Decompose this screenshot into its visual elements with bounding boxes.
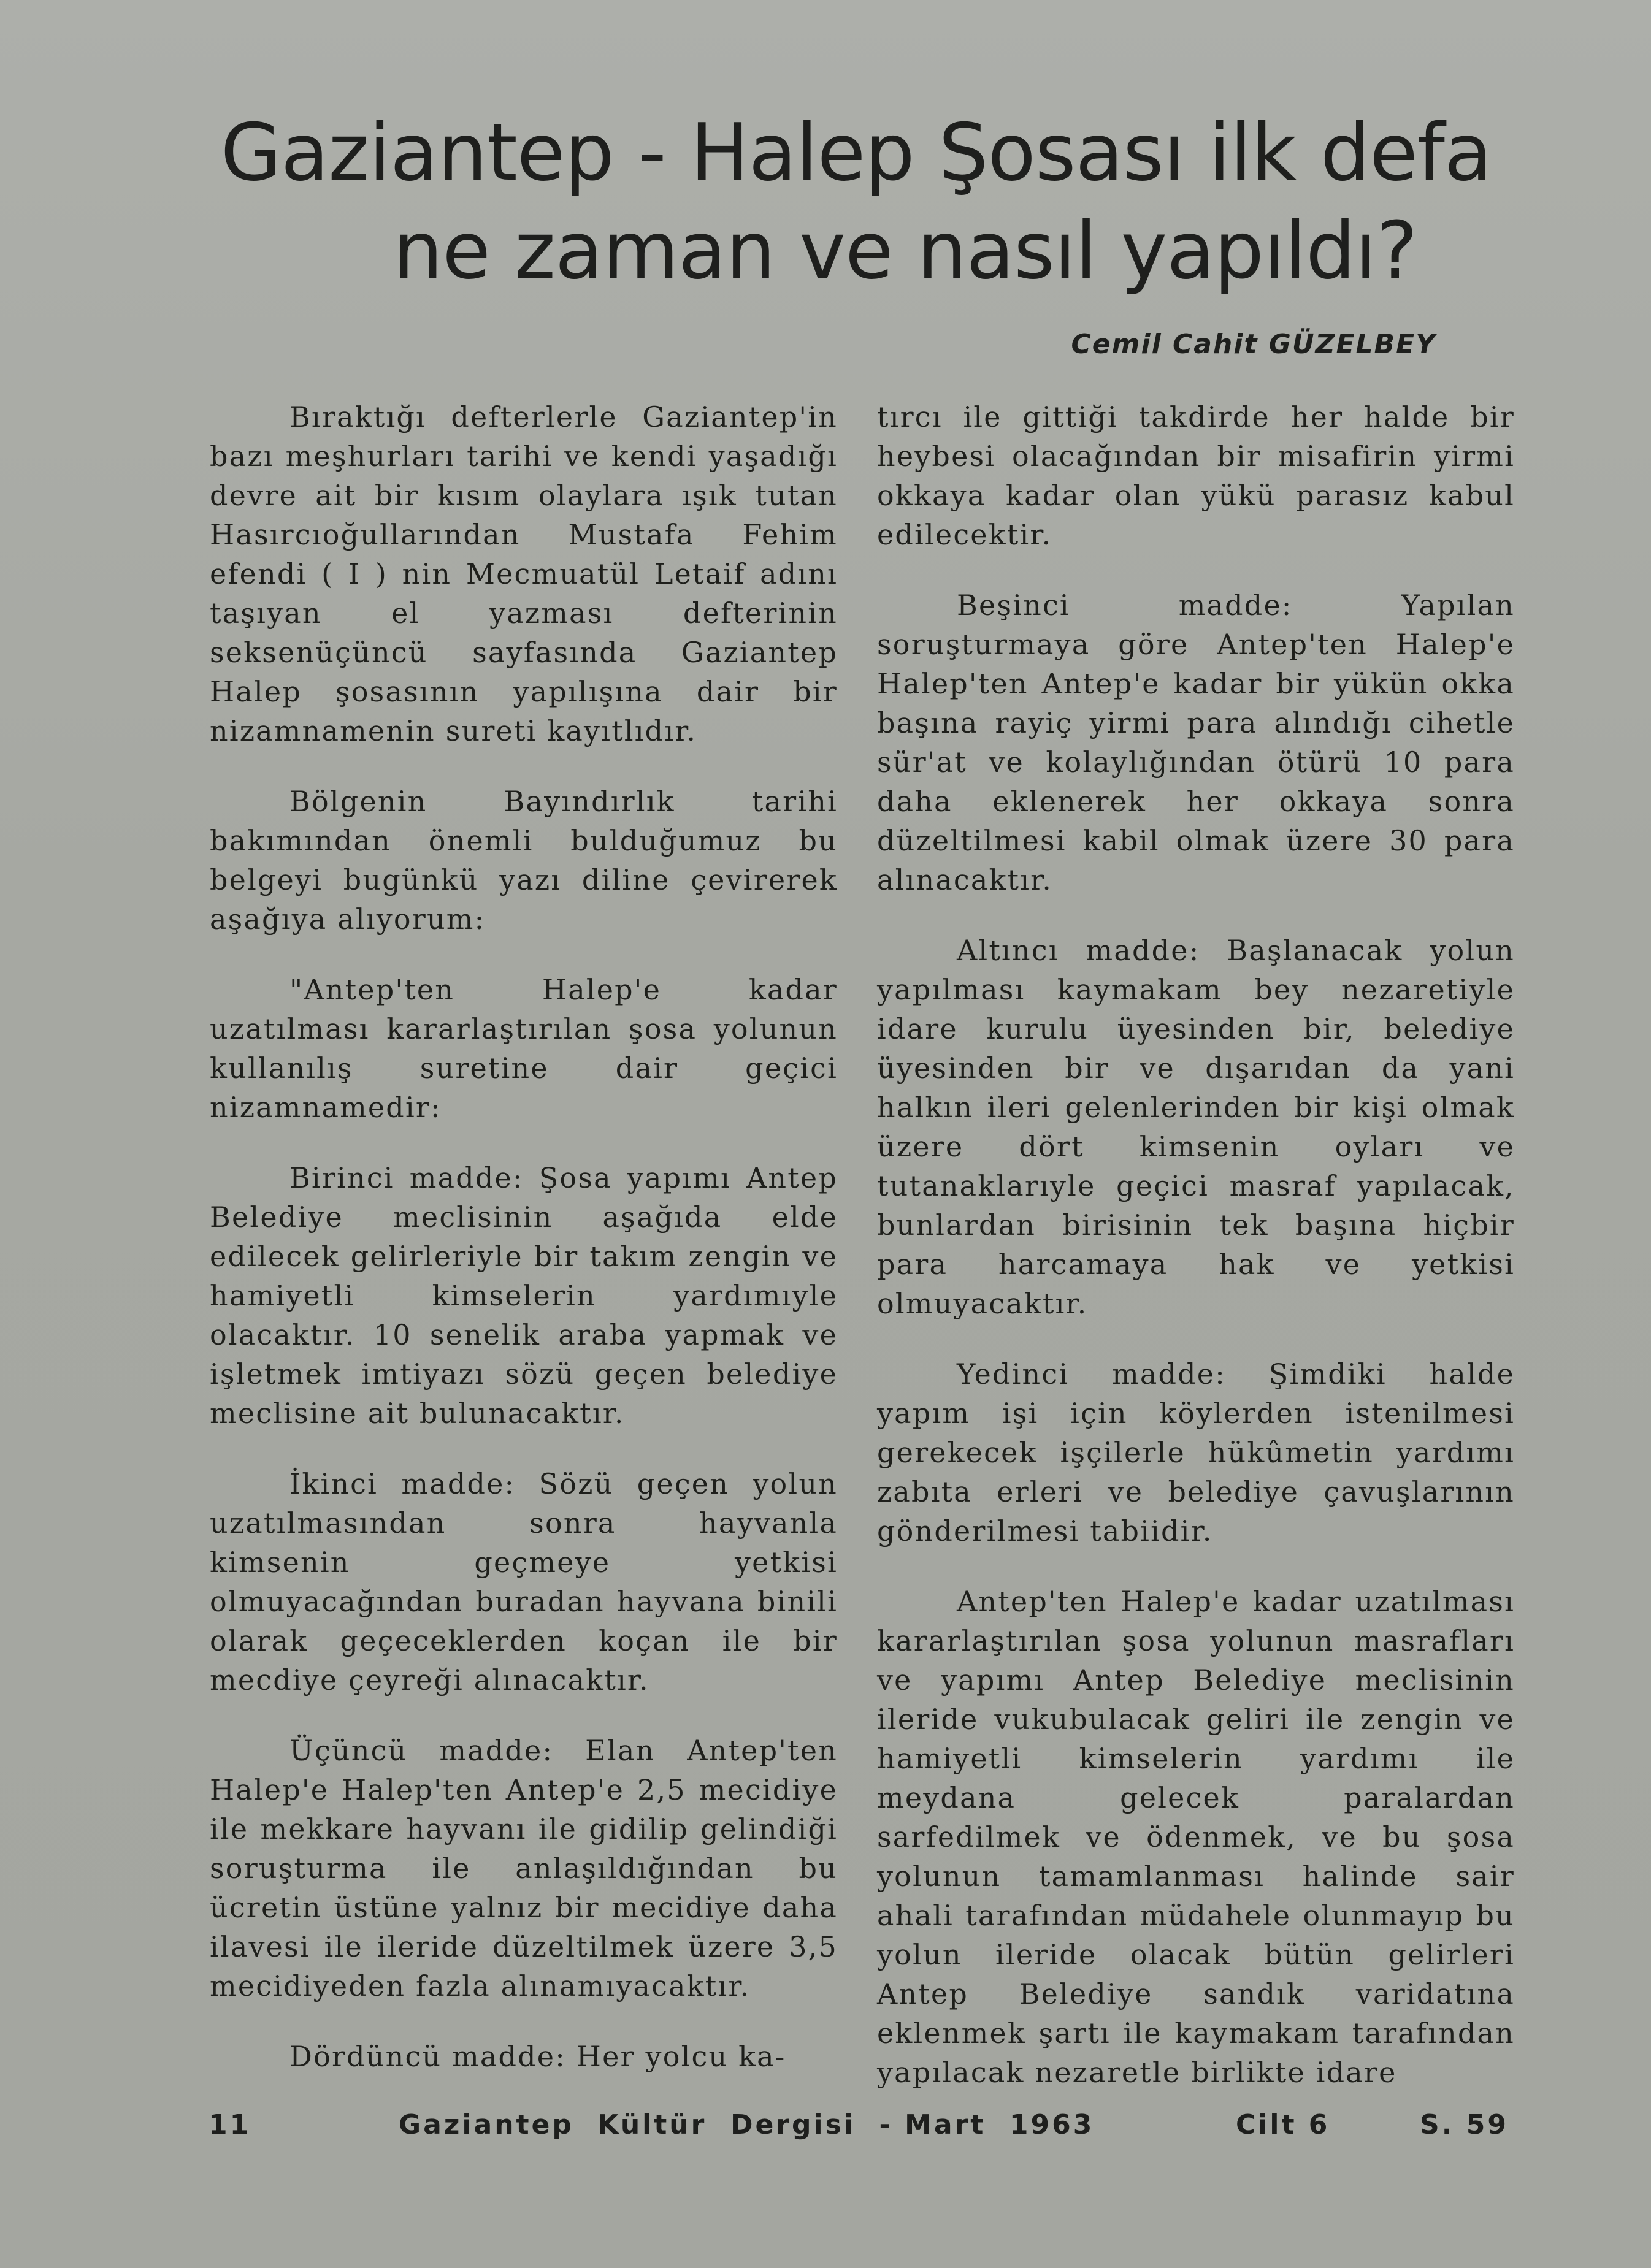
paragraph: Birinci madde: Şosa yapımı Antep Belediye meclisinin aşağıda elde edilecek gelirleriyle bir takım zengin ve hamiyetli kimselerin yardımıyle olacaktır. 10 senelik araba yapmak ve işletmek imtiyazı sözü geçen belediye meclisine ait bulunacaktır. — [210, 1161, 838, 1430]
paragraph: Üçüncü madde: Elan Antep'ten Halep'e Halep'ten Antep'e 2,5 mecidiye ile mekkare hayvanı ile gidilip gelindiği soruşturma ile anlaşıldığından bu ücretin üstüne yalnız bir mecidiye daha ilavesi ile ileride düzeltilmek üzere 3,5 mecidiyeden fazla alınamıyacaktır. — [210, 1734, 838, 2003]
paragraph: tırcı ile gittiği takdirde her halde bir heybesi olacağından bir misafirin yirmi okkaya kadar olan yükü parasız kabul edilecektir. — [877, 400, 1515, 551]
paragraph: İkinci madde: Sözü geçen yolun uzatılmasından sonra hayvanla kimsenin geçmeye yetkisi olmuyacağından buradan hayvana binili olarak geçeceklerden koçan ile bir mecdiye çeyreği alınacaktır. — [210, 1467, 838, 1697]
paragraph: Yedinci madde: Şimdiki halde yapım işi için köylerden istenilmesi gerekecek işçilerle hükûmetin yardımı zabıta erleri ve belediye çavuşlarının gönderilmesi tabiidir. — [877, 1357, 1515, 1548]
right-column — [877, 397, 1515, 2092]
paragraph: Altıncı madde: Başlanacak yolun yapılması kaymakam bey nezaretiyle idare kurulu üyesinden bir, belediye üyesinden bir ve dışarıdan da yani halkın ileri gelenlerinden bir kişi olmak üzere dört kimsenin oyları ve tutanaklarıyle geçici masraf yapılacak, bunlardan birisinin tek başına hiçbir para harcamaya hak ve yetkisi olmuyacaktır. — [877, 934, 1515, 1320]
issue-label: S. 59 — [1420, 2109, 1509, 2140]
paragraph: Dördüncü madde: Her yolcu ka- — [289, 2040, 786, 2073]
paragraph: Antep'ten Halep'e kadar uzatılması kararlaştırılan şosa yolunun masrafları ve yapımı Antep Belediye meclisinin ileride vukubulacak geliri ile zengin ve hamiyetli kimselerin yardımı ile meydana gelecek paralardan sarfedilmek ve ödenmek, ve bu şosa yolunun tamamlanması halinde sair ahali tarafından müdahele olunmayıp bu yolun ileride olacak bütün gelirleri Antep Belediye sandık varidatına eklenmek şartı ile kaymakam tarafından yapılacak nezaretle birlikte idare — [877, 1585, 1515, 2089]
article-author: Cemil Cahit GÜZELBEY — [1071, 329, 1436, 360]
journal-name: Gaziantep Kültür Dergisi - Mart 1963 — [399, 2109, 1095, 2140]
left-column — [210, 397, 838, 2076]
article-title-line-1: Gaziantep - Halep Şosası ilk defa — [220, 107, 1492, 199]
page-footer — [209, 2109, 1509, 2146]
volume-label: Cilt 6 — [1236, 2109, 1330, 2140]
paragraph: Beşinci madde: Yapılan soruşturmaya göre Antep'ten Halep'e Halep'ten Antep'e kadar bir yükün okka başına rayiç yirmi para alındığı cihetle sür'at ve kolaylığından ötürü 10 para daha eklenerek her okkaya sonra düzeltilmesi kabil olmak üzere 30 para alınacaktır. — [877, 589, 1515, 896]
article-title-line-2: ne zaman ve nasıl yapıldı? — [393, 205, 1417, 297]
paragraph: "Antep'ten Halep'e kadar uzatılması kararlaştırılan şosa yolunun kullanılış suretine dair geçici nizamnamedir: — [210, 973, 838, 1124]
article-title — [0, 104, 1651, 300]
paragraph: Bölgenin Bayındırlık tarihi bakımından önemli bulduğumuz bu belgeyi bugünkü yazı diline çevirerek aşağıya alıyorum: — [210, 785, 838, 936]
page-number: 11 — [209, 2109, 251, 2140]
paragraph: Bıraktığı defterlerle Gaziantep'in bazı meşhurları tarihi ve kendi yaşadığı devre ait bir kısım olaylara ışık tutan Hasırcıoğullarından Mustafa Fehim efendi ( I ) nin Mecmuatül Letaif adını taşıyan el yazması defterinin seksenüçüncü sayfasında Gaziantep Halep şosasının yapılışına dair bir nizamnamenin sureti kayıtlıdır. — [210, 400, 838, 747]
